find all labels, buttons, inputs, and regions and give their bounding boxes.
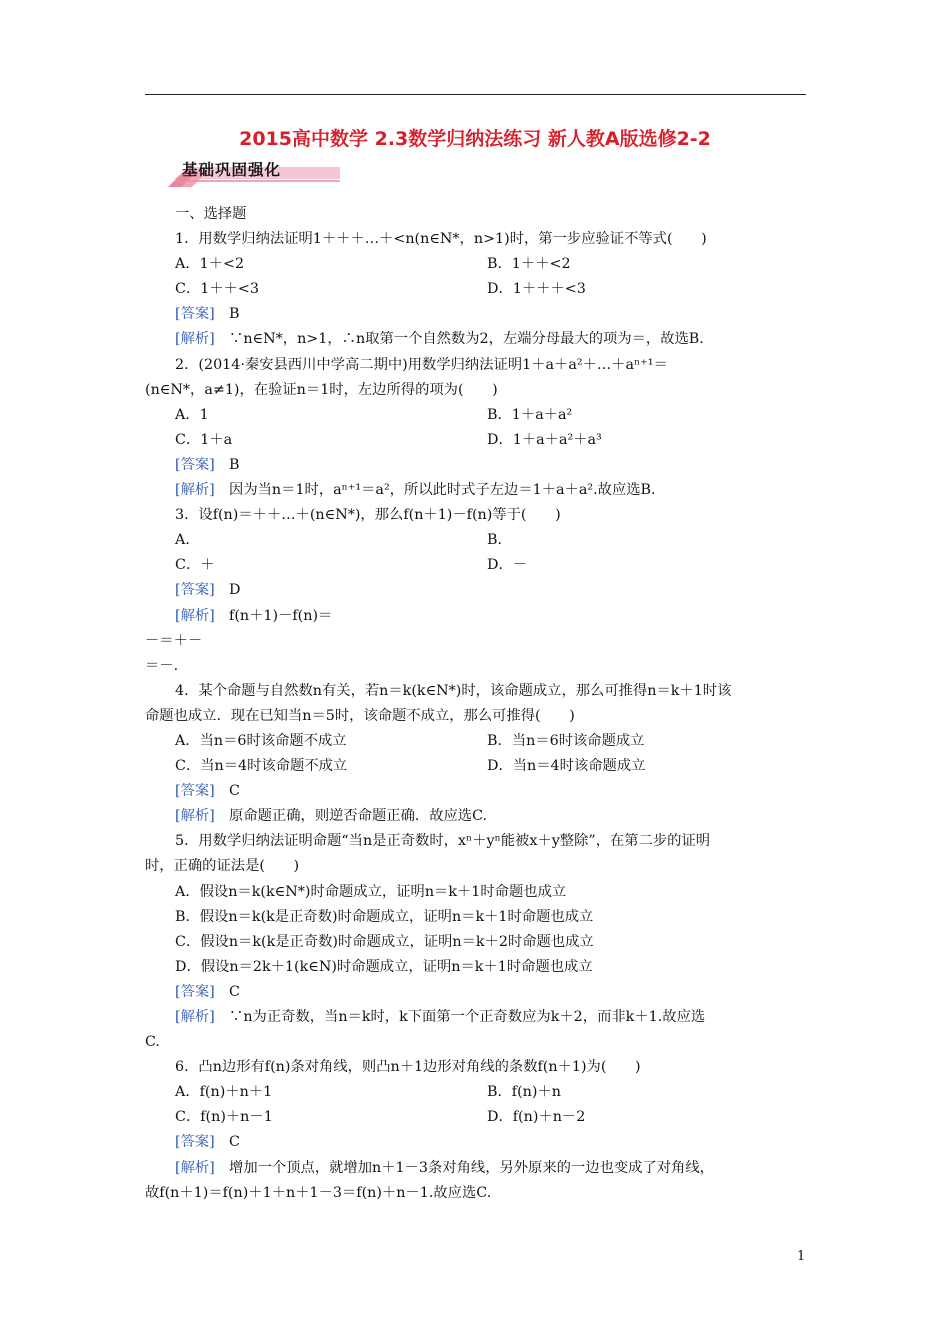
option-row [145,553,806,578]
option-left: C．1＋＋<3 [175,281,260,298]
answer-tag: [解析] [175,607,215,624]
text-line: A．假设n＝k(k∈N*)时命题成立，证明n＝k＋1时命题也成立 [175,883,567,900]
answer-text: 增加一个顶点，就增加n＋1－3条对角线，另外原来的一边也变成了对角线， [229,1159,714,1176]
question-body [145,202,806,1206]
text-line: C．假设n＝k(k是正奇数)时命题成立，证明n＝k＋2时命题也成立 [175,933,594,950]
answer-text: B [229,306,240,323]
option-left: A．f(n)＋n＋1 [175,1084,273,1101]
option-right: B．f(n)＋n [487,1084,561,1101]
answer-line [145,779,806,804]
option-right: B．当n＝6时该命题成立 [487,732,645,749]
continuation-line: －＝＋－ [145,632,203,649]
answer-text: C [229,783,240,800]
text-line: D．假设n＝2k＋1(k∈N)时命题成立，证明n＝k＋1时命题也成立 [175,958,593,975]
continuation-line: ＝－. [145,657,179,674]
text-line: 3．设f(n)＝＋＋…＋(n∈N*)，那么f(n＋1)－f(n)等于( ) [175,507,561,524]
option-row [145,1080,806,1105]
answer-line [145,478,806,503]
option-left: C．1＋a [175,431,233,448]
answer-text: 原命题正确，则逆否命题正确．故应选C. [229,808,488,825]
option-row [145,252,806,277]
text-line: B．假设n＝k(k是正奇数)时命题成立，证明n＝k＋1时命题也成立 [175,908,594,925]
answer-line [145,578,806,603]
answer-tag: [答案] [175,1134,215,1151]
answer-tag: [答案] [175,783,215,800]
text-line: 2．(2014·秦安县西川中学高二期中)用数学归纳法证明1＋a＋a²＋…＋aⁿ⁺¹＝ [175,356,668,373]
option-right: D．当n＝4时该命题成立 [487,758,646,775]
option-right: B．1＋＋<2 [487,256,571,273]
answer-text: ∵n为正奇数，当n＝k时，k下面第一个正奇数应为k＋2，而非k＋1.故应选 [229,1009,706,1025]
answer-text: B [229,456,240,473]
continuation-line: 命题也成立．现在已知当n＝5时，该命题不成立，那么可推得( ) [145,707,575,724]
option-row [145,277,806,302]
text-line: 1．用数学归纳法证明1＋＋＋…＋<n(n∈N*，n>1)时，第一步应验证不等式( ) [175,231,707,248]
answer-tag: [解析] [175,1159,215,1176]
answer-tag: [答案] [175,456,215,473]
option-right: D．1＋a＋a²＋a³ [487,431,602,448]
continuation-line: 故f(n＋1)＝f(n)＋1＋n＋1－3＝f(n)＋n－1.故应选C. [145,1184,492,1201]
answer-line [145,804,806,829]
answer-text: f(n＋1)－f(n)＝ [229,607,333,624]
answer-text: C [229,983,240,1000]
section-label: 基础巩固强化 [182,161,282,179]
answer-tag: [解析] [175,482,215,499]
text-line: 4．某个命题与自然数n有关，若n＝k(k∈N*)时，该命题成立，那么可推得n＝k＋1时该 [175,682,732,699]
answer-text: D [229,582,241,599]
answer-line [145,327,806,352]
option-row [145,403,806,428]
option-right: D．－ [487,557,528,574]
option-left: A． [175,532,200,549]
answer-line [145,604,806,629]
option-right: D．f(n)＋n－2 [487,1109,586,1126]
answer-tag: [解析] [175,1009,215,1025]
text-line: 5．用数学归纳法证明命题“当n是正奇数时，xⁿ＋yⁿ能被x＋y整除”，在第二步的证明 [175,833,711,850]
option-left: A．1 [175,406,209,423]
answer-text: ∵n∈N*，n>1，∴n取第一个自然数为2，左端分母最大的项为＝，故选B. [229,331,704,348]
page-number: 1 [797,1249,806,1264]
answer-line [145,980,806,1005]
answer-text: C [229,1134,240,1151]
option-row [145,528,806,553]
answer-tag: [答案] [175,983,215,1000]
option-left: A．1＋<2 [175,256,245,273]
option-left: A．当n＝6时该命题不成立 [175,732,347,749]
option-row [145,729,806,754]
answer-line [145,302,806,327]
answer-line [145,1156,806,1181]
answer-line [145,1130,806,1155]
continuation-line: 时，正确的证法是( ) [145,858,300,875]
option-row [145,754,806,779]
document-title: 2015高中数学 2.3数学归纳法练习 新人教A版选修2-2 [239,128,711,150]
answer-line [145,453,806,478]
header-rule [145,94,806,95]
option-left: C．f(n)＋n－1 [175,1109,273,1126]
option-row [145,1105,806,1130]
answer-tag: [答案] [175,306,215,323]
answer-line [145,1005,806,1030]
option-left: C．当n＝4时该命题不成立 [175,758,348,775]
option-right: B． [487,532,512,549]
answer-tag: [解析] [175,331,215,348]
option-right: D．1＋＋＋<3 [487,281,586,298]
option-row [145,428,806,453]
answer-text: 因为当n＝1时，aⁿ⁺¹＝a²，所以此时式子左边＝1＋a＋a².故应选B. [229,482,656,499]
option-left: C．＋ [175,557,215,574]
answer-tag: [解析] [175,808,215,825]
continuation-line: C. [145,1034,160,1051]
option-right: B．1＋a＋a² [487,406,573,423]
text-line: 一、选择题 [175,206,247,222]
text-line: 6．凸n边形有f(n)条对角线，则凸n＋1边形对角线的条数f(n＋1)为( ) [175,1059,641,1076]
answer-tag: [答案] [175,582,215,599]
continuation-line: (n∈N*，a≠1)，在验证n＝1时，左边所得的项为( ) [145,381,498,398]
